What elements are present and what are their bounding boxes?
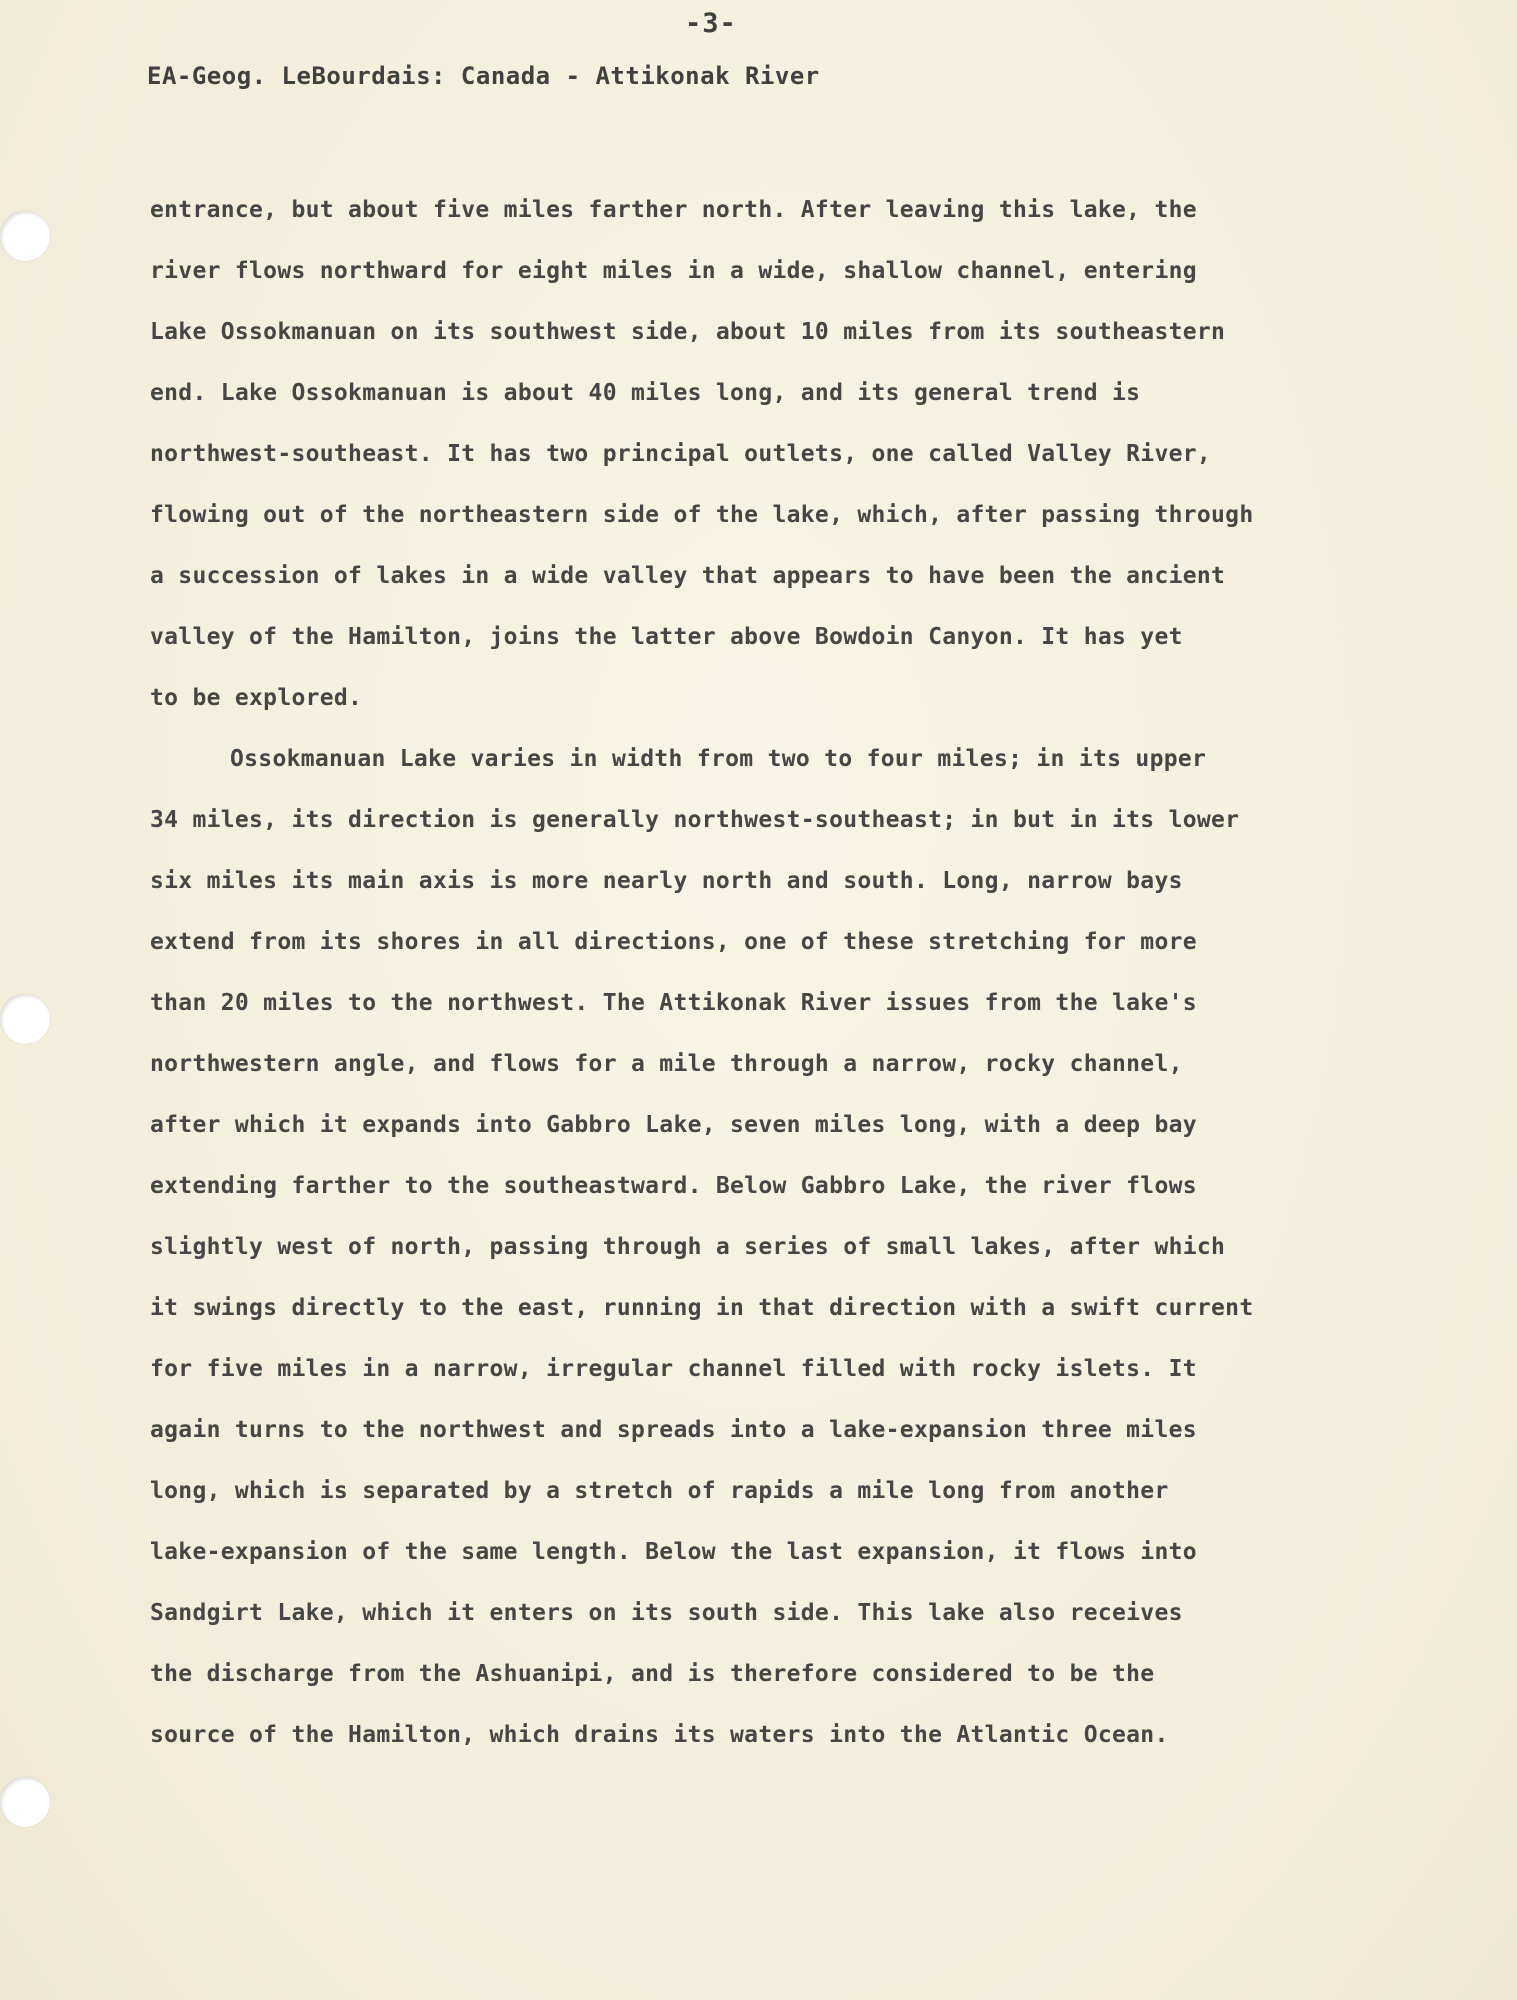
- page-number: -3-: [685, 8, 737, 39]
- text-line: it swings directly to the east, running in that direction with a swift current: [150, 1295, 1254, 1321]
- text-line: 34 miles, its direction is generally northwest-southeast; in but in its lower: [150, 807, 1240, 833]
- text-line: a succession of lakes in a wide valley that appears to have been the ancient: [150, 563, 1226, 589]
- text-line: than 20 miles to the northwest. The Attikonak River issues from the lake's: [150, 990, 1197, 1016]
- text-line: Ossokmanuan Lake varies in width from two to four miles; in its upper: [230, 746, 1207, 772]
- text-line: river flows northward for eight miles in a wide, shallow channel, entering: [150, 258, 1197, 284]
- punch-hole-top: [0, 211, 50, 261]
- paragraph-1: [150, 180, 1380, 729]
- text-line: Sandgirt Lake, which it enters on its south side. This lake also receives: [150, 1600, 1183, 1626]
- body-text: [150, 180, 1380, 1766]
- text-line: northwestern angle, and flows for a mile through a narrow, rocky channel,: [150, 1051, 1183, 1077]
- punch-hole-middle: [0, 994, 50, 1044]
- text-line: again turns to the northwest and spreads into a lake-expansion three miles: [150, 1417, 1197, 1443]
- text-line: for five miles in a narrow, irregular channel filled with rocky islets. It: [150, 1356, 1197, 1382]
- text-line: northwest-southeast. It has two principal outlets, one called Valley River,: [150, 441, 1212, 467]
- text-line: entrance, but about five miles farther north. After leaving this lake, the: [150, 197, 1197, 223]
- text-line: six miles its main axis is more nearly north and south. Long, narrow bays: [150, 868, 1183, 894]
- text-line: the discharge from the Ashuanipi, and is therefore considered to be the: [150, 1661, 1155, 1687]
- text-line: end. Lake Ossokmanuan is about 40 miles long, and its general trend is: [150, 380, 1141, 406]
- document-header: EA-Geog. LeBourdais: Canada - Attikonak River: [147, 62, 820, 90]
- text-line: Lake Ossokmanuan on its southwest side, about 10 miles from its southeastern: [150, 319, 1226, 345]
- text-line: long, which is separated by a stretch of rapids a mile long from another: [150, 1478, 1169, 1504]
- paragraph-2: [150, 729, 1380, 1766]
- text-line: slightly west of north, passing through a series of small lakes, after which: [150, 1234, 1226, 1260]
- text-line: extending farther to the southeastward. Below Gabbro Lake, the river flows: [150, 1173, 1197, 1199]
- text-line: after which it expands into Gabbro Lake, seven miles long, with a deep bay: [150, 1112, 1197, 1138]
- text-line: valley of the Hamilton, joins the latter above Bowdoin Canyon. It has yet: [150, 624, 1183, 650]
- text-line: source of the Hamilton, which drains its waters into the Atlantic Ocean.: [150, 1722, 1169, 1748]
- punch-hole-bottom: [0, 1777, 50, 1827]
- text-line: extend from its shores in all directions, one of these stretching for more: [150, 929, 1197, 955]
- text-line: to be explored.: [150, 685, 363, 711]
- text-line: lake-expansion of the same length. Below the last expansion, it flows into: [150, 1539, 1197, 1565]
- text-line: flowing out of the northeastern side of the lake, which, after passing through: [150, 502, 1254, 528]
